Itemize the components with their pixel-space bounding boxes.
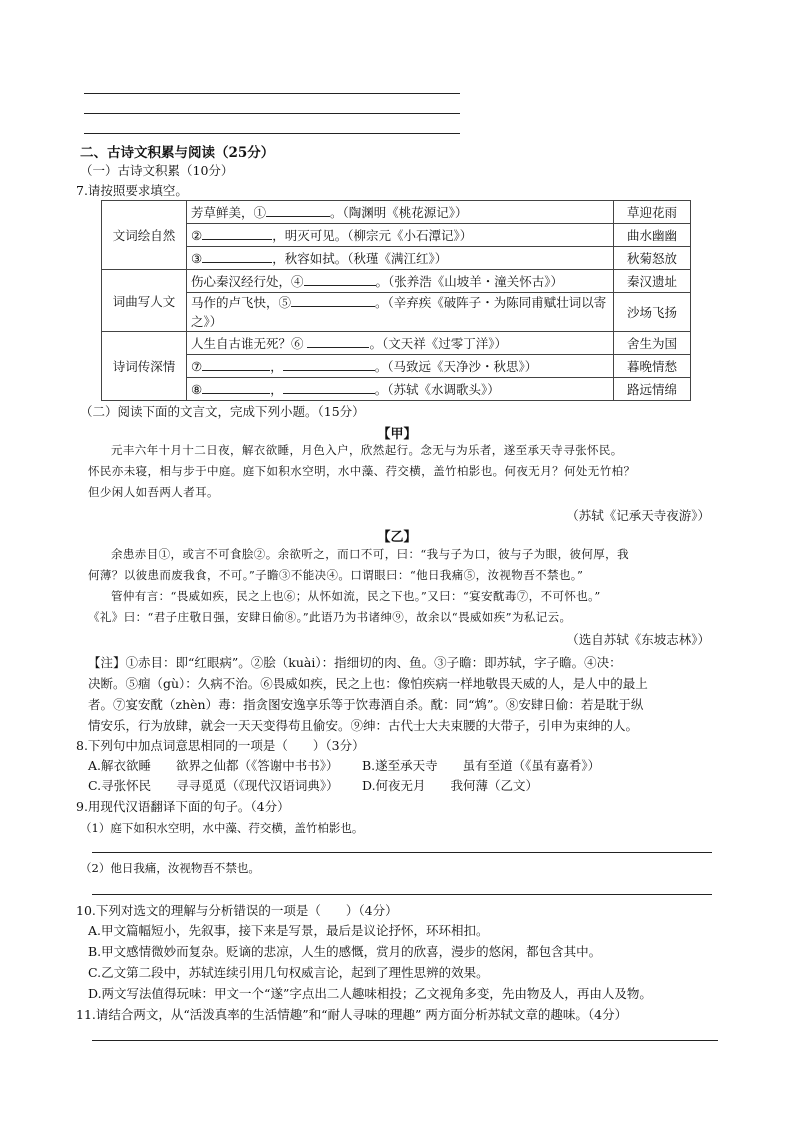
passage-jia — [88, 440, 708, 503]
section-title: 二、古诗文积累与阅读（25分） — [80, 145, 275, 161]
fill-row: ⑦ ， 。（马致远《天净沙・秋思》） — [187, 355, 614, 378]
subsection-title: （二）阅读下面的文言文，完成下列小题。（15分） — [80, 404, 365, 419]
question-8: 8.下列句中加点词意思相同的一项是（ ）（3分） — [76, 738, 365, 753]
fill-row: 人生自古谁无死？⑥ 。（文天祥《过零丁洋》） — [187, 332, 614, 355]
category-cell: 诗词传深情 — [102, 332, 187, 401]
passage-line: 管仲有言：“畏威如疾，民之上也⑥；从怀如流，民之下也。”又曰：“宴安酖毒⑦，不可怀也。” — [111, 589, 601, 603]
tag-cell: 秋菊怒放 — [614, 247, 691, 270]
answer-line — [84, 133, 460, 134]
fill-row: ② ，明灭可见。（柳宗元《小石潭记》） — [187, 224, 614, 247]
fill-row: ⑧ ， 。（苏轼《水调歌头》） — [187, 378, 614, 401]
tag-cell: 沙场飞扬 — [614, 293, 691, 332]
option-b[interactable]: B.遂至承天寺 虽有至道（《虽有嘉肴》） — [362, 758, 601, 773]
option-a[interactable]: A.甲文篇幅短小，先叙事，接下来是写景，最后是议论抒怀，环环相扣。 — [88, 923, 489, 938]
passage-yi — [88, 544, 708, 628]
passage-jia-title: 【甲】 — [377, 427, 417, 442]
blank-4[interactable] — [304, 273, 376, 286]
answer-line[interactable] — [92, 1040, 718, 1041]
subsection-title: （一）古诗文积累（10分） — [80, 163, 234, 178]
blank-3[interactable] — [202, 250, 272, 263]
tag-cell: 路远情绵 — [614, 378, 691, 401]
note-line: 情安乐，行为放肆，就会一天天变得苟且偷安。⑨绅：古代士大夫束腰的大带子，引申为束绅的人。 — [88, 718, 639, 733]
passage-yi-title: 【乙】 — [377, 530, 417, 545]
answer-line[interactable] — [92, 894, 712, 895]
answer-line — [84, 113, 460, 114]
fill-row: 马作的卢飞快，⑤ 。（辛弃疾《破阵子・为陈同甫赋壮词以寄之》） — [187, 293, 614, 332]
option-c[interactable]: C.乙文第二段中，苏轼连续引用几句权威言论，起到了理性思辨的效果。 — [88, 965, 489, 980]
passage-line: 余患赤目①，或言不可食脍②。余欲听之，而口不可，曰：“我与子为口，彼与子为眼，彼何厚，我 — [111, 547, 629, 561]
blank-7b[interactable] — [283, 358, 375, 371]
category-cell: 词曲写人文 — [102, 270, 187, 332]
question-7: 7.请按照要求填空。 — [76, 183, 188, 198]
option-d[interactable]: D.两文写法值得玩味：甲文一个“遂”字点出二人趣味相投；乙文视角多变，先由物及人，再由人及物。 — [88, 986, 652, 1001]
option-d[interactable]: D.何夜无月 我何薄（乙文） — [362, 778, 539, 793]
blank-6[interactable] — [307, 335, 369, 348]
notes — [88, 652, 716, 736]
blank-2[interactable] — [202, 227, 272, 240]
question-11: 11.请结合两文，从“活泼真率的生活情趣”和“耐人寻味的理趣” 两方面分析苏轼文章的趣味。（4分） — [76, 1007, 628, 1022]
tag-cell: 秦汉遗址 — [614, 270, 691, 293]
passage-line: 何薄？以彼患而废我食，不可。”子瞻③不能决④。口谓眼曰：“他日我痛⑤，汝视物吾不禁也。” — [88, 568, 584, 582]
passage-line: 但少闲人如吾两人者耳。 — [88, 485, 219, 499]
option-b[interactable]: B.甲文感情微妙而复杂。贬谪的悲凉，人生的感慨，赏月的欣喜，漫步的悠闲，都包含其中。 — [88, 944, 602, 959]
blank-8a[interactable] — [202, 381, 270, 394]
question-9: 9.用现代汉语翻译下面的句子。（4分） — [76, 799, 290, 814]
option-c[interactable]: C.寻张怀民 寻寻觅觅（《现代汉语词典》） — [88, 778, 339, 793]
fill-row: 伤心秦汉经行处，④ 。（张养浩《山坡羊・潼关怀古》） — [187, 270, 614, 293]
poem-table — [101, 200, 691, 401]
passage-source: （苏轼《记承天寺夜游》） — [566, 508, 710, 523]
question-10: 10.下列对选文的理解与分析错误的一项是（ ）（4分） — [76, 903, 398, 918]
tag-cell: 暮晚情愁 — [614, 355, 691, 378]
answer-line[interactable] — [92, 852, 712, 853]
fill-row: ③ ，秋容如拭。（秋瑾《满江红》） — [187, 247, 614, 270]
blank-8b[interactable] — [283, 381, 375, 394]
question-9-1: （1）庭下如积水空明，水中藻、荇交横，盖竹柏影也。 — [80, 821, 364, 835]
passage-line: 《礼》曰：“君子庄敬日强，安肆日偷⑧。”此语乃为书诸绅⑨，故余以“畏威如疾”为私记云。 — [88, 610, 572, 624]
option-a[interactable]: A.解衣欲睡 欲界之仙都（《答谢中书书》） — [88, 758, 339, 773]
passage-line: 元丰六年十月十二日夜，解衣欲睡，月色入户，欣然起行。念无与为乐者，遂至承天寺寻张怀民。 — [111, 443, 623, 457]
question-9-2: （2）他日我痛，汝视物吾不禁也。 — [80, 861, 260, 875]
fill-row: 芳草鲜美，① 。（陶渊明《桃花源记》） — [187, 201, 614, 224]
passage-line: 怀民亦未寝，相与步于中庭。庭下如积水空明，水中藻、荇交横，盖竹柏影也。何夜无月？何处无竹柏？ — [88, 464, 636, 478]
note-line: 【注】①赤目：即“红眼病”。②脍（kuài）：指细切的肉、鱼。③子瞻：即苏轼，字子瞻。④决： — [88, 655, 622, 670]
blank-1[interactable] — [266, 204, 330, 217]
note-line: 者。⑦宴安酖（zhèn）毒：指贪图安逸享乐等于饮毒酒自杀。酖：同“鸩”。⑧安肆日偷：若是耽于纵 — [88, 697, 644, 712]
blank-7a[interactable] — [202, 358, 270, 371]
answer-line — [84, 93, 460, 94]
passage-source: （选自苏轼《东坡志林》） — [566, 632, 710, 647]
note-line: 决断。⑤痼（gù）：久病不治。⑥畏威如疾，民之上也：像怕疾病一样地敬畏天威的人，是人中的最上 — [88, 676, 648, 691]
tag-cell: 曲水幽幽 — [614, 224, 691, 247]
tag-cell: 舍生为国 — [614, 332, 691, 355]
category-cell: 文词绘自然 — [102, 201, 187, 270]
blank-5[interactable] — [291, 294, 375, 307]
tag-cell: 草迎花雨 — [614, 201, 691, 224]
